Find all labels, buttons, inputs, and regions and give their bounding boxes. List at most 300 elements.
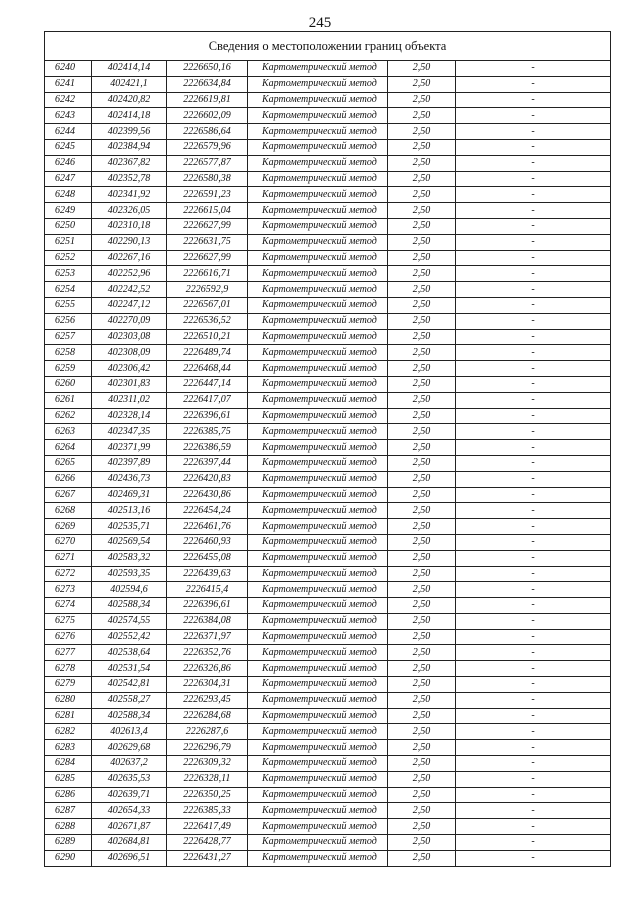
note-cell: - — [456, 835, 611, 851]
accuracy-cell: 2,50 — [388, 76, 456, 92]
table-row — [45, 771, 611, 787]
note-cell: - — [456, 345, 611, 361]
note-cell: - — [456, 76, 611, 92]
accuracy-cell: 2,50 — [388, 376, 456, 392]
table-row — [45, 76, 611, 92]
y-coordinate-cell: 2226592,9 — [167, 282, 248, 298]
table-row — [45, 108, 611, 124]
point-number-cell: 6265 — [45, 455, 92, 471]
note-cell: - — [456, 234, 611, 250]
method-cell: Картометрический метод — [248, 218, 388, 234]
table-row — [45, 519, 611, 535]
table-row — [45, 661, 611, 677]
method-cell: Картометрический метод — [248, 345, 388, 361]
accuracy-cell: 2,50 — [388, 92, 456, 108]
table-row — [45, 503, 611, 519]
method-cell: Картометрический метод — [248, 582, 388, 598]
accuracy-cell: 2,50 — [388, 661, 456, 677]
point-number-cell: 6245 — [45, 139, 92, 155]
note-cell: - — [456, 503, 611, 519]
table-row — [45, 440, 611, 456]
y-coordinate-cell: 2226385,33 — [167, 803, 248, 819]
table-row — [45, 361, 611, 377]
x-coordinate-cell: 402583,32 — [92, 550, 167, 566]
x-coordinate-cell: 402588,34 — [92, 708, 167, 724]
y-coordinate-cell: 2226536,52 — [167, 313, 248, 329]
method-cell: Картометрический метод — [248, 92, 388, 108]
method-cell: Картометрический метод — [248, 76, 388, 92]
y-coordinate-cell: 2226296,79 — [167, 740, 248, 756]
method-cell: Картометрический метод — [248, 740, 388, 756]
table-row — [45, 408, 611, 424]
method-cell: Картометрический метод — [248, 550, 388, 566]
x-coordinate-cell: 402538,64 — [92, 645, 167, 661]
method-cell: Картометрический метод — [248, 756, 388, 772]
note-cell: - — [456, 708, 611, 724]
y-coordinate-cell: 2226468,44 — [167, 361, 248, 377]
accuracy-cell: 2,50 — [388, 519, 456, 535]
method-cell: Картометрический метод — [248, 692, 388, 708]
note-cell: - — [456, 297, 611, 313]
method-cell: Картометрический метод — [248, 376, 388, 392]
point-number-cell: 6260 — [45, 376, 92, 392]
accuracy-cell: 2,50 — [388, 329, 456, 345]
table-row — [45, 61, 611, 77]
accuracy-cell: 2,50 — [388, 139, 456, 155]
y-coordinate-cell: 2226439,63 — [167, 566, 248, 582]
method-cell: Картометрический метод — [248, 613, 388, 629]
x-coordinate-cell: 402542,81 — [92, 677, 167, 693]
x-coordinate-cell: 402593,35 — [92, 566, 167, 582]
x-coordinate-cell: 402290,13 — [92, 234, 167, 250]
note-cell: - — [456, 613, 611, 629]
x-coordinate-cell: 402639,71 — [92, 787, 167, 803]
y-coordinate-cell: 2226417,07 — [167, 392, 248, 408]
method-cell: Картометрический метод — [248, 139, 388, 155]
point-number-cell: 6284 — [45, 756, 92, 772]
table-row — [45, 471, 611, 487]
point-number-cell: 6266 — [45, 471, 92, 487]
method-cell: Картометрический метод — [248, 155, 388, 171]
y-coordinate-cell: 2226627,99 — [167, 218, 248, 234]
coordinates-table-body — [45, 61, 611, 867]
method-cell: Картометрический метод — [248, 835, 388, 851]
x-coordinate-cell: 402347,35 — [92, 424, 167, 440]
accuracy-cell: 2,50 — [388, 424, 456, 440]
x-coordinate-cell: 402558,27 — [92, 692, 167, 708]
method-cell: Картометрический метод — [248, 471, 388, 487]
point-number-cell: 6274 — [45, 598, 92, 614]
y-coordinate-cell: 2226415,4 — [167, 582, 248, 598]
note-cell: - — [456, 455, 611, 471]
table-row — [45, 756, 611, 772]
method-cell: Картометрический метод — [248, 455, 388, 471]
point-number-cell: 6275 — [45, 613, 92, 629]
point-number-cell: 6261 — [45, 392, 92, 408]
y-coordinate-cell: 2226460,93 — [167, 534, 248, 550]
note-cell: - — [456, 408, 611, 424]
x-coordinate-cell: 402535,71 — [92, 519, 167, 535]
table-row — [45, 534, 611, 550]
accuracy-cell: 2,50 — [388, 835, 456, 851]
method-cell: Картометрический метод — [248, 534, 388, 550]
table-row — [45, 139, 611, 155]
table-row — [45, 218, 611, 234]
method-cell: Картометрический метод — [248, 61, 388, 77]
note-cell: - — [456, 771, 611, 787]
accuracy-cell: 2,50 — [388, 250, 456, 266]
note-cell: - — [456, 92, 611, 108]
method-cell: Картометрический метод — [248, 408, 388, 424]
x-coordinate-cell: 402635,53 — [92, 771, 167, 787]
note-cell: - — [456, 724, 611, 740]
note-cell: - — [456, 424, 611, 440]
accuracy-cell: 2,50 — [388, 771, 456, 787]
table-row — [45, 329, 611, 345]
x-coordinate-cell: 402654,33 — [92, 803, 167, 819]
x-coordinate-cell: 402414,14 — [92, 61, 167, 77]
table-row — [45, 803, 611, 819]
point-number-cell: 6280 — [45, 692, 92, 708]
table-row — [45, 582, 611, 598]
table-row — [45, 203, 611, 219]
point-number-cell: 6276 — [45, 629, 92, 645]
method-cell: Картометрический метод — [248, 629, 388, 645]
point-number-cell: 6278 — [45, 661, 92, 677]
table-row — [45, 282, 611, 298]
x-coordinate-cell: 402367,82 — [92, 155, 167, 171]
accuracy-cell: 2,50 — [388, 645, 456, 661]
y-coordinate-cell: 2226627,99 — [167, 250, 248, 266]
point-number-cell: 6249 — [45, 203, 92, 219]
y-coordinate-cell: 2226350,25 — [167, 787, 248, 803]
table-header: Сведения о местоположении границ объекта — [44, 31, 611, 60]
point-number-cell: 6250 — [45, 218, 92, 234]
x-coordinate-cell: 402513,16 — [92, 503, 167, 519]
y-coordinate-cell: 2226431,27 — [167, 850, 248, 866]
note-cell: - — [456, 566, 611, 582]
x-coordinate-cell: 402303,08 — [92, 329, 167, 345]
note-cell: - — [456, 787, 611, 803]
accuracy-cell: 2,50 — [388, 598, 456, 614]
y-coordinate-cell: 2226396,61 — [167, 598, 248, 614]
method-cell: Картометрический метод — [248, 234, 388, 250]
y-coordinate-cell: 2226615,04 — [167, 203, 248, 219]
x-coordinate-cell: 402552,42 — [92, 629, 167, 645]
accuracy-cell: 2,50 — [388, 266, 456, 282]
method-cell: Картометрический метод — [248, 440, 388, 456]
y-coordinate-cell: 2226580,38 — [167, 171, 248, 187]
x-coordinate-cell: 402301,83 — [92, 376, 167, 392]
y-coordinate-cell: 2226616,71 — [167, 266, 248, 282]
point-number-cell: 6285 — [45, 771, 92, 787]
accuracy-cell: 2,50 — [388, 234, 456, 250]
accuracy-cell: 2,50 — [388, 124, 456, 140]
point-number-cell: 6288 — [45, 819, 92, 835]
point-number-cell: 6241 — [45, 76, 92, 92]
method-cell: Картометрический метод — [248, 266, 388, 282]
x-coordinate-cell: 402352,78 — [92, 171, 167, 187]
x-coordinate-cell: 402531,54 — [92, 661, 167, 677]
table-row — [45, 550, 611, 566]
y-coordinate-cell: 2226352,76 — [167, 645, 248, 661]
x-coordinate-cell: 402594,6 — [92, 582, 167, 598]
table-row — [45, 487, 611, 503]
y-coordinate-cell: 2226430,86 — [167, 487, 248, 503]
x-coordinate-cell: 402436,73 — [92, 471, 167, 487]
x-coordinate-cell: 402252,96 — [92, 266, 167, 282]
note-cell: - — [456, 282, 611, 298]
note-cell: - — [456, 471, 611, 487]
boundary-sheet — [44, 31, 611, 867]
table-row — [45, 124, 611, 140]
accuracy-cell: 2,50 — [388, 582, 456, 598]
x-coordinate-cell: 402421,1 — [92, 76, 167, 92]
accuracy-cell: 2,50 — [388, 787, 456, 803]
accuracy-cell: 2,50 — [388, 613, 456, 629]
method-cell: Картометрический метод — [248, 487, 388, 503]
y-coordinate-cell: 2226417,49 — [167, 819, 248, 835]
accuracy-cell: 2,50 — [388, 756, 456, 772]
note-cell: - — [456, 645, 611, 661]
accuracy-cell: 2,50 — [388, 850, 456, 866]
method-cell: Картометрический метод — [248, 329, 388, 345]
accuracy-cell: 2,50 — [388, 550, 456, 566]
x-coordinate-cell: 402310,18 — [92, 218, 167, 234]
x-coordinate-cell: 402414,18 — [92, 108, 167, 124]
accuracy-cell: 2,50 — [388, 740, 456, 756]
method-cell: Картометрический метод — [248, 708, 388, 724]
x-coordinate-cell: 402306,42 — [92, 361, 167, 377]
method-cell: Картометрический метод — [248, 187, 388, 203]
y-coordinate-cell: 2226634,84 — [167, 76, 248, 92]
method-cell: Картометрический метод — [248, 108, 388, 124]
y-coordinate-cell: 2226428,77 — [167, 835, 248, 851]
note-cell: - — [456, 692, 611, 708]
x-coordinate-cell: 402569,54 — [92, 534, 167, 550]
point-number-cell: 6254 — [45, 282, 92, 298]
point-number-cell: 6286 — [45, 787, 92, 803]
y-coordinate-cell: 2226586,64 — [167, 124, 248, 140]
note-cell: - — [456, 850, 611, 866]
accuracy-cell: 2,50 — [388, 819, 456, 835]
point-number-cell: 6248 — [45, 187, 92, 203]
y-coordinate-cell: 2226619,81 — [167, 92, 248, 108]
method-cell: Картометрический метод — [248, 282, 388, 298]
point-number-cell: 6287 — [45, 803, 92, 819]
table-row — [45, 850, 611, 866]
point-number-cell: 6242 — [45, 92, 92, 108]
x-coordinate-cell: 402247,12 — [92, 297, 167, 313]
note-cell: - — [456, 803, 611, 819]
method-cell: Картометрический метод — [248, 661, 388, 677]
method-cell: Картометрический метод — [248, 566, 388, 582]
point-number-cell: 6289 — [45, 835, 92, 851]
point-number-cell: 6270 — [45, 534, 92, 550]
method-cell: Картометрический метод — [248, 850, 388, 866]
accuracy-cell: 2,50 — [388, 455, 456, 471]
y-coordinate-cell: 2226397,44 — [167, 455, 248, 471]
point-number-cell: 6257 — [45, 329, 92, 345]
accuracy-cell: 2,50 — [388, 203, 456, 219]
method-cell: Картометрический метод — [248, 361, 388, 377]
table-row — [45, 692, 611, 708]
point-number-cell: 6268 — [45, 503, 92, 519]
x-coordinate-cell: 402671,87 — [92, 819, 167, 835]
y-coordinate-cell: 2226287,6 — [167, 724, 248, 740]
point-number-cell: 6259 — [45, 361, 92, 377]
point-number-cell: 6272 — [45, 566, 92, 582]
y-coordinate-cell: 2226326,86 — [167, 661, 248, 677]
note-cell: - — [456, 361, 611, 377]
x-coordinate-cell: 402371,99 — [92, 440, 167, 456]
note-cell: - — [456, 819, 611, 835]
point-number-cell: 6255 — [45, 297, 92, 313]
method-cell: Картометрический метод — [248, 677, 388, 693]
table-row — [45, 345, 611, 361]
accuracy-cell: 2,50 — [388, 297, 456, 313]
point-number-cell: 6281 — [45, 708, 92, 724]
y-coordinate-cell: 2226304,31 — [167, 677, 248, 693]
note-cell: - — [456, 534, 611, 550]
coordinates-table — [44, 60, 611, 867]
y-coordinate-cell: 2226293,45 — [167, 692, 248, 708]
note-cell: - — [456, 313, 611, 329]
table-row — [45, 376, 611, 392]
method-cell: Картометрический метод — [248, 313, 388, 329]
method-cell: Картометрический метод — [248, 803, 388, 819]
table-row — [45, 598, 611, 614]
note-cell: - — [456, 61, 611, 77]
method-cell: Картометрический метод — [248, 171, 388, 187]
accuracy-cell: 2,50 — [388, 218, 456, 234]
table-row — [45, 629, 611, 645]
accuracy-cell: 2,50 — [388, 187, 456, 203]
x-coordinate-cell: 402328,14 — [92, 408, 167, 424]
note-cell: - — [456, 598, 611, 614]
accuracy-cell: 2,50 — [388, 440, 456, 456]
table-row — [45, 171, 611, 187]
point-number-cell: 6244 — [45, 124, 92, 140]
point-number-cell: 6262 — [45, 408, 92, 424]
accuracy-cell: 2,50 — [388, 566, 456, 582]
y-coordinate-cell: 2226447,14 — [167, 376, 248, 392]
y-coordinate-cell: 2226420,83 — [167, 471, 248, 487]
table-row — [45, 787, 611, 803]
note-cell: - — [456, 139, 611, 155]
table-row — [45, 835, 611, 851]
note-cell: - — [456, 171, 611, 187]
note-cell: - — [456, 329, 611, 345]
x-coordinate-cell: 402308,09 — [92, 345, 167, 361]
y-coordinate-cell: 2226454,24 — [167, 503, 248, 519]
point-number-cell: 6258 — [45, 345, 92, 361]
table-row — [45, 819, 611, 835]
accuracy-cell: 2,50 — [388, 313, 456, 329]
point-number-cell: 6269 — [45, 519, 92, 535]
table-row — [45, 645, 611, 661]
table-row — [45, 250, 611, 266]
y-coordinate-cell: 2226284,68 — [167, 708, 248, 724]
point-number-cell: 6246 — [45, 155, 92, 171]
table-row — [45, 566, 611, 582]
point-number-cell: 6277 — [45, 645, 92, 661]
note-cell: - — [456, 582, 611, 598]
x-coordinate-cell: 402242,52 — [92, 282, 167, 298]
table-row — [45, 455, 611, 471]
method-cell: Картометрический метод — [248, 787, 388, 803]
table-row — [45, 708, 611, 724]
note-cell: - — [456, 266, 611, 282]
note-cell: - — [456, 218, 611, 234]
accuracy-cell: 2,50 — [388, 408, 456, 424]
x-coordinate-cell: 402637,2 — [92, 756, 167, 772]
method-cell: Картометрический метод — [248, 598, 388, 614]
x-coordinate-cell: 402384,94 — [92, 139, 167, 155]
x-coordinate-cell: 402311,02 — [92, 392, 167, 408]
method-cell: Картометрический метод — [248, 503, 388, 519]
y-coordinate-cell: 2226579,96 — [167, 139, 248, 155]
point-number-cell: 6252 — [45, 250, 92, 266]
x-coordinate-cell: 402397,89 — [92, 455, 167, 471]
x-coordinate-cell: 402341,92 — [92, 187, 167, 203]
note-cell: - — [456, 440, 611, 456]
note-cell: - — [456, 519, 611, 535]
y-coordinate-cell: 2226309,32 — [167, 756, 248, 772]
y-coordinate-cell: 2226631,75 — [167, 234, 248, 250]
note-cell: - — [456, 392, 611, 408]
y-coordinate-cell: 2226384,08 — [167, 613, 248, 629]
y-coordinate-cell: 2226386,59 — [167, 440, 248, 456]
x-coordinate-cell: 402270,09 — [92, 313, 167, 329]
accuracy-cell: 2,50 — [388, 361, 456, 377]
x-coordinate-cell: 402267,16 — [92, 250, 167, 266]
y-coordinate-cell: 2226650,16 — [167, 61, 248, 77]
table-row — [45, 297, 611, 313]
x-coordinate-cell: 402696,51 — [92, 850, 167, 866]
method-cell: Картометрический метод — [248, 297, 388, 313]
accuracy-cell: 2,50 — [388, 677, 456, 693]
method-cell: Картометрический метод — [248, 724, 388, 740]
point-number-cell: 6253 — [45, 266, 92, 282]
y-coordinate-cell: 2226510,21 — [167, 329, 248, 345]
point-number-cell: 6279 — [45, 677, 92, 693]
note-cell: - — [456, 124, 611, 140]
point-number-cell: 6247 — [45, 171, 92, 187]
x-coordinate-cell: 402326,05 — [92, 203, 167, 219]
y-coordinate-cell: 2226577,87 — [167, 155, 248, 171]
accuracy-cell: 2,50 — [388, 108, 456, 124]
accuracy-cell: 2,50 — [388, 61, 456, 77]
accuracy-cell: 2,50 — [388, 534, 456, 550]
method-cell: Картометрический метод — [248, 392, 388, 408]
note-cell: - — [456, 677, 611, 693]
table-row — [45, 740, 611, 756]
table-row — [45, 724, 611, 740]
accuracy-cell: 2,50 — [388, 708, 456, 724]
note-cell: - — [456, 250, 611, 266]
accuracy-cell: 2,50 — [388, 345, 456, 361]
accuracy-cell: 2,50 — [388, 503, 456, 519]
y-coordinate-cell: 2226371,97 — [167, 629, 248, 645]
y-coordinate-cell: 2226567,01 — [167, 297, 248, 313]
note-cell: - — [456, 661, 611, 677]
y-coordinate-cell: 2226461,76 — [167, 519, 248, 535]
method-cell: Картометрический метод — [248, 819, 388, 835]
y-coordinate-cell: 2226385,75 — [167, 424, 248, 440]
table-row — [45, 677, 611, 693]
y-coordinate-cell: 2226455,08 — [167, 550, 248, 566]
